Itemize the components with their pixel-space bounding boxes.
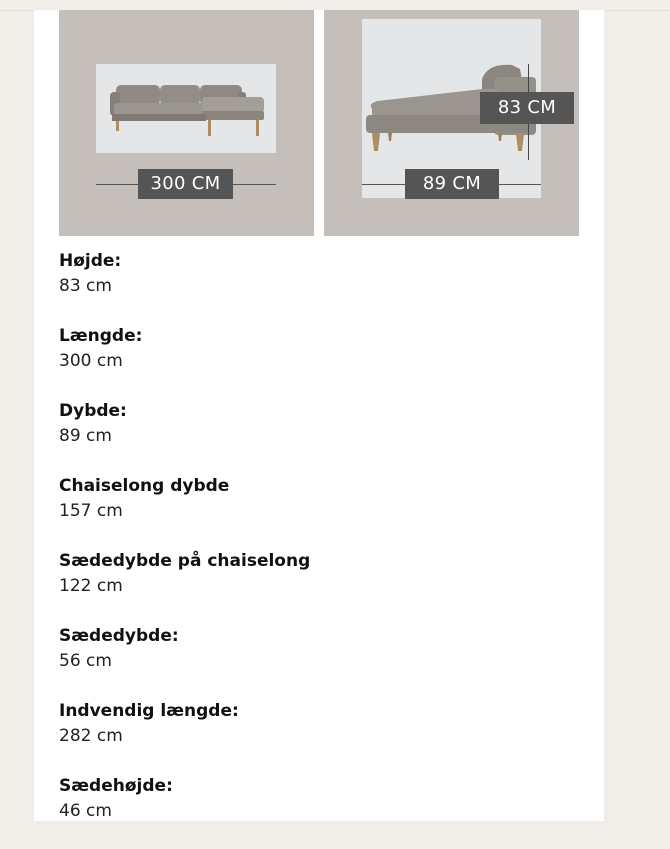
side-dimension-tile <box>324 10 579 236</box>
sofa-front-icon <box>96 64 276 153</box>
spec-value: 46 cm <box>59 801 112 821</box>
spec-item-inner-length <box>59 699 579 774</box>
spec-value: 56 cm <box>59 651 112 671</box>
spec-label: Længde: <box>59 326 143 346</box>
spec-value: 89 cm <box>59 426 112 446</box>
spec-label: Højde: <box>59 251 122 271</box>
spec-item-length <box>59 324 579 399</box>
spec-list <box>59 249 579 849</box>
front-dimension-tile <box>59 10 314 236</box>
spec-label: Indvendig længde: <box>59 701 239 721</box>
spec-label: Sædehøjde: <box>59 776 173 796</box>
depth-dimension-label: 89 CM <box>405 169 499 199</box>
spec-label: Sædedybde på chaiselong <box>59 551 311 571</box>
spec-label: Dybde: <box>59 401 127 421</box>
spec-item-seat-height <box>59 774 579 849</box>
spec-item-seat-depth <box>59 624 579 699</box>
spec-value: 122 cm <box>59 576 123 596</box>
spec-value: 282 cm <box>59 726 123 746</box>
spec-value: 300 cm <box>59 351 123 371</box>
spec-item-depth <box>59 399 579 474</box>
sofa-front-image <box>96 64 276 153</box>
spec-label: Sædedybde: <box>59 626 179 646</box>
product-dimensions-panel <box>34 10 604 821</box>
spec-item-chaise-depth <box>59 474 579 549</box>
spec-item-chaise-seat-depth <box>59 549 579 624</box>
spec-item-height <box>59 249 579 324</box>
width-dimension-label: 300 CM <box>138 169 233 199</box>
spec-value: 83 cm <box>59 276 112 296</box>
spec-label: Chaiselong dybde <box>59 476 230 496</box>
height-dimension-label: 83 CM <box>480 92 574 124</box>
spec-value: 157 cm <box>59 501 123 521</box>
